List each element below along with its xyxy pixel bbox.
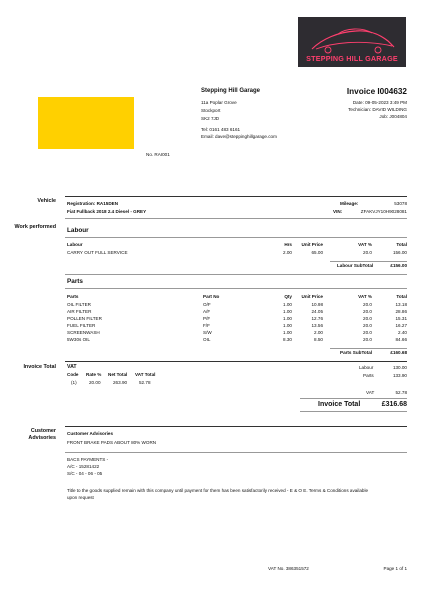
total-parts-value: 133.90: [392, 373, 407, 378]
mileage-label: Mileage:: [340, 201, 359, 206]
vat-row-net: 263.90: [113, 380, 128, 385]
vat-row-code: (1): [71, 380, 77, 385]
vehicle-registration: Registration: RA15DEN: [67, 201, 119, 206]
labour-heading-rule: [65, 237, 407, 238]
part-number: A/F: [203, 309, 211, 314]
parts-top-rule: [65, 274, 407, 275]
table-row: [67, 337, 407, 343]
vehicle-image-placeholder: [38, 97, 134, 149]
vat-row: [67, 380, 187, 386]
parts-heading-rule: [65, 288, 407, 289]
vehicle-top-rule: [65, 196, 407, 197]
parts-col-qty: Qty: [284, 294, 292, 299]
parts-col-partno: Part No: [203, 294, 220, 299]
part-total: 2.40: [398, 330, 407, 335]
parts-col-vat: VAT %: [358, 294, 372, 299]
parts-heading: Parts: [67, 278, 83, 285]
part-total: 16.27: [395, 323, 407, 328]
company-email: Email: dave@steppinghillgarage.com: [201, 134, 277, 139]
part-desc: AIR FILTER: [67, 309, 92, 314]
vat-col-net: Net Total: [108, 372, 128, 377]
page-indicator: Page 1 of 1: [383, 566, 407, 571]
part-unit-price: 10.98: [311, 302, 323, 307]
part-qty: 1.00: [283, 309, 292, 314]
labour-row-total: 156.00: [392, 250, 407, 255]
part-vat: 20.0: [363, 337, 372, 342]
part-qty: 8.30: [283, 337, 292, 342]
part-unit-price: 24.05: [311, 309, 323, 314]
part-vat: 20.0: [363, 316, 372, 321]
total-labour-value: 130.00: [392, 365, 407, 370]
part-total: 84.66: [395, 337, 407, 342]
part-number: O/F: [203, 302, 211, 307]
labour-subtotal-rule: [330, 261, 407, 262]
table-row: [67, 309, 407, 315]
total-vat-value: 52.78: [395, 390, 407, 395]
vat-header-row: [67, 372, 187, 378]
work-performed-label: Work performed: [14, 224, 56, 230]
company-address-line2: Stockport: [201, 108, 221, 113]
part-qty: 1.00: [283, 330, 292, 335]
parts-col-desc: Parts: [67, 294, 79, 299]
invoice-total-label: Invoice Total: [318, 401, 361, 408]
part-unit-price: 8.50: [314, 337, 323, 342]
part-qty: 1.00: [283, 323, 292, 328]
labour-subtotal-value: £156.00: [390, 263, 407, 268]
total-vat-label: VAT: [366, 390, 375, 395]
sports-car-icon: [298, 19, 406, 57]
sort-code-line: S/C - 04 - 06 - 05: [67, 471, 103, 476]
labour-col-hrs: Hrs: [284, 242, 292, 247]
vat-col-rate: Rate %: [86, 372, 102, 377]
parts-col-unit: Unit Price: [301, 294, 323, 299]
part-unit-price: 13.56: [311, 323, 323, 328]
part-qty: 1.00: [283, 316, 292, 321]
mileage-value: 53078: [394, 201, 407, 206]
parts-subtotal-label: Parts SubTotal: [340, 350, 373, 355]
part-vat: 20.0: [363, 302, 372, 307]
labour-col-unit: Unit Price: [301, 242, 323, 247]
part-desc: POLLEN FILTER: [67, 316, 102, 321]
part-unit-price: 2.00: [314, 330, 323, 335]
parts-subtotal-value: £160.68: [390, 350, 407, 355]
total-labour-label: Labour: [359, 365, 374, 370]
total-parts-label: Parts: [363, 373, 374, 378]
invoice-total-bottom-rule: [300, 411, 407, 412]
table-row: [67, 302, 407, 308]
company-name: Stepping Hill Garage: [201, 88, 261, 94]
vin-value: ZFAKVJY10H9028081: [360, 209, 407, 214]
labour-row-unit: 65.00: [311, 250, 323, 255]
labour-subtotal-label: Labour SubTotal: [337, 263, 374, 268]
table-row: [67, 323, 407, 329]
part-desc: FUEL FILTER: [67, 323, 96, 328]
labour-col-desc: Labour: [67, 242, 83, 247]
part-vat: 20.0: [363, 309, 372, 314]
part-desc: 5W30s OIL: [67, 337, 90, 342]
company-address-line1: 11a Poplar Grove: [201, 100, 237, 105]
part-total: 13.18: [395, 302, 407, 307]
labour-row-hrs: 2.00: [283, 250, 292, 255]
table-row: [67, 316, 407, 322]
invoice-total-value: £316.68: [381, 401, 407, 408]
labour-col-vat: VAT %: [358, 242, 372, 247]
part-qty: 1.00: [283, 302, 292, 307]
labour-heading: Labour: [67, 227, 89, 234]
part-vat: 20.0: [363, 323, 372, 328]
labour-row-vat: 20.0: [363, 250, 372, 255]
part-number: OIL: [203, 337, 211, 342]
bacs-payments-line: BACS PAYMENTS -: [67, 457, 109, 462]
advisories-top-rule: [65, 426, 407, 427]
invoice-total-rule: [300, 398, 407, 399]
vat-row-rate: 20.00: [89, 380, 101, 385]
totals-top-rule: [65, 361, 407, 362]
vat-number: VAT No. 386351572: [268, 566, 309, 571]
garage-logo: [298, 17, 406, 67]
table-row: [67, 330, 407, 336]
vin-label: VIN:: [333, 209, 343, 214]
vat-heading: VAT: [67, 364, 77, 370]
company-phone: Tel: 0161 483 6161: [201, 127, 241, 132]
vat-col-vat: VAT Total: [135, 372, 156, 377]
part-number: P/F: [203, 316, 211, 321]
part-desc: OIL FILTER: [67, 302, 91, 307]
invoice-date: Date: 09-05-2023 3:49 PM: [352, 100, 407, 105]
advisories-bottom-rule: [65, 452, 407, 453]
part-number: S/W: [203, 330, 212, 335]
advisories-section-label-1: Customer: [30, 428, 56, 434]
part-total: 28.86: [395, 309, 407, 314]
advisories-heading: Customer Advisories: [67, 431, 114, 436]
terms-line-2: upon request: [67, 495, 94, 500]
labour-row-desc: CARRY OUT FULL SERVICE: [67, 250, 128, 255]
parts-col-total: Total: [396, 294, 407, 299]
advisories-section-label-2: Advisories: [28, 435, 56, 441]
invoice-title: Invoice I004632: [346, 87, 407, 96]
labour-col-total: Total: [396, 242, 407, 247]
invoice-total-section-label: Invoice Total: [23, 364, 56, 370]
terms-line-1: Title to the goods supplied remain with this company until payment for them has been satisfactorily received - E & O E. Terms & Conditions available: [67, 488, 369, 493]
vat-row-vat: 52.78: [139, 380, 151, 385]
logo-text: STEPPING HILL GARAGE: [306, 54, 398, 63]
part-desc: SCREENWASH: [67, 330, 100, 335]
part-total: 15.31: [395, 316, 407, 321]
vehicle-model: Fiat Fullback 2018 2.4 Diesel - GREY: [67, 209, 147, 214]
part-unit-price: 12.76: [311, 316, 323, 321]
invoice-technician: Technician: DAVID WILDING: [348, 107, 407, 112]
vehicle-bottom-rule: [65, 218, 407, 219]
part-vat: 20.0: [363, 330, 372, 335]
labour-header-row: [67, 242, 407, 248]
vat-col-code: Code: [67, 372, 79, 377]
vehicle-section-label: Vehicle: [37, 198, 56, 204]
advisories-text: FRONT BRAKE PADS ABOUT 80% WORN: [67, 440, 157, 445]
company-postcode: SK2 7JD: [201, 116, 220, 121]
part-number: F/F: [203, 323, 210, 328]
account-number-line: A/C - 15281422: [67, 464, 100, 469]
parts-subtotal-rule: [330, 348, 407, 349]
invoice-job: Job: J004804: [379, 114, 407, 119]
plate-number-label: No. RAI001: [146, 152, 170, 157]
labour-row: [67, 250, 407, 256]
parts-header-row: [67, 294, 407, 300]
